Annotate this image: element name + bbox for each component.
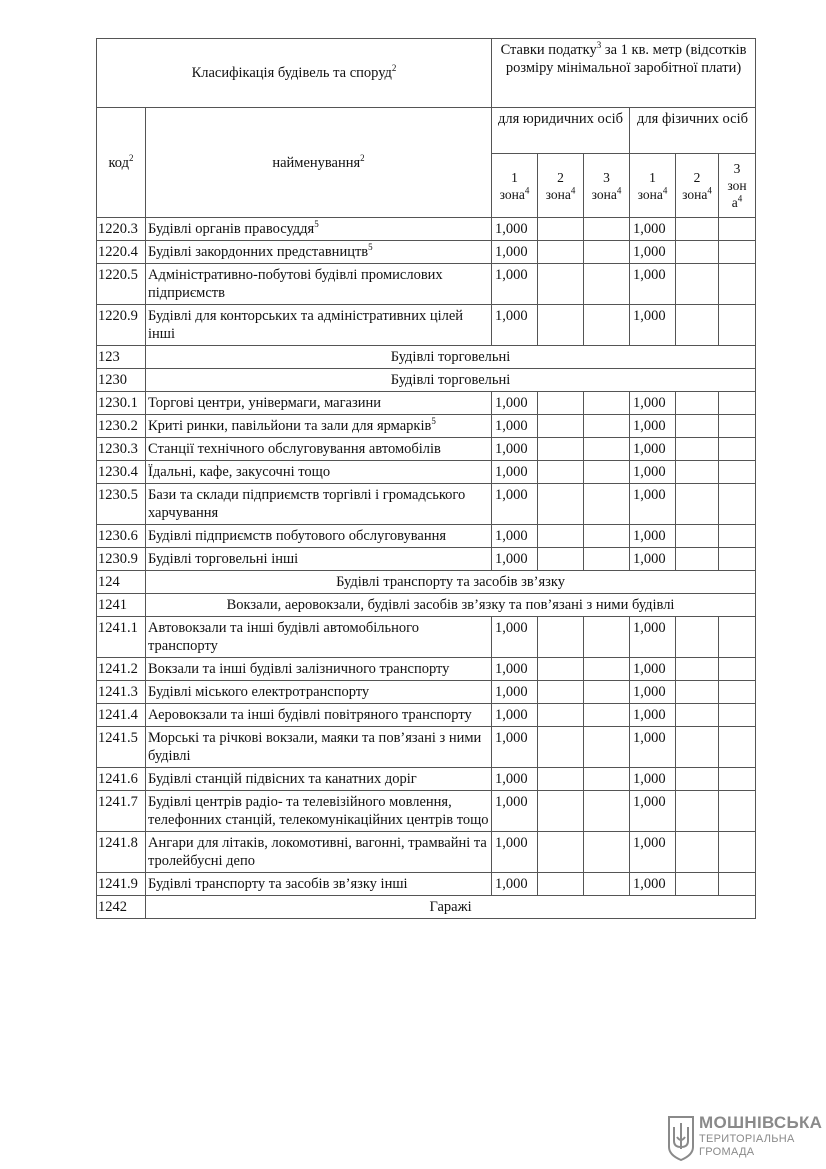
phys-zone3-rate — [719, 461, 756, 484]
row-name: Будівлі транспорту та засобів зв’язку інші — [146, 873, 492, 896]
legal-zone2-rate — [538, 832, 584, 873]
row-name: Торгові центри, універмаги, магазини — [146, 392, 492, 415]
phys-zone3-rate — [719, 241, 756, 264]
zone-header-phys-2: 2 зона$^4$ — [676, 154, 719, 218]
legal-zone1-rate: 1,000 — [492, 768, 538, 791]
phys-zone3-rate — [719, 415, 756, 438]
phys-zone2-rate — [676, 791, 719, 832]
community-logo — [667, 1113, 823, 1163]
legal-zone1-rate: 1,000 — [492, 415, 538, 438]
row-code: 1230.5 — [97, 484, 146, 525]
zone-header-legal-1: 1 зона$^4$ — [492, 154, 538, 218]
phys-zone2-rate — [676, 727, 719, 768]
logo-title: МОШНІВСЬКА — [699, 1113, 823, 1132]
group-row — [97, 369, 756, 392]
legal-zone1-rate: 1,000 — [492, 241, 538, 264]
phys-zone1-rate: 1,000 — [630, 791, 676, 832]
phys-zone3-rate — [719, 832, 756, 873]
phys-zone3-rate — [719, 658, 756, 681]
legal-zone2-rate — [538, 768, 584, 791]
legal-zone3-rate — [584, 305, 630, 346]
legal-zone1-rate: 1,000 — [492, 305, 538, 346]
row-code: 1230.4 — [97, 461, 146, 484]
legal-zone2-rate — [538, 548, 584, 571]
table-row — [97, 768, 756, 791]
phys-zone2-rate — [676, 264, 719, 305]
legal-zone3-rate — [584, 658, 630, 681]
legal-zone1-rate: 1,000 — [492, 548, 538, 571]
legal-zone3-rate — [584, 438, 630, 461]
table-row — [97, 461, 756, 484]
phys-zone1-rate: 1,000 — [630, 832, 676, 873]
legal-zone3-rate — [584, 241, 630, 264]
legal-zone2-rate — [538, 264, 584, 305]
table-row — [97, 704, 756, 727]
trident-emblem-icon — [667, 1115, 695, 1161]
legal-zone3-rate — [584, 548, 630, 571]
row-code: 1230.1 — [97, 392, 146, 415]
phys-zone2-rate — [676, 305, 719, 346]
phys-zone1-rate: 1,000 — [630, 704, 676, 727]
zone-header-phys-3: 3 зон $а^4$ — [719, 154, 756, 218]
legal-zone2-rate — [538, 873, 584, 896]
phys-zone3-rate — [719, 727, 756, 768]
table-row — [97, 241, 756, 264]
phys-zone3-rate — [719, 617, 756, 658]
group-row — [97, 571, 756, 594]
row-code: 1220.4 — [97, 241, 146, 264]
legal-zone2-rate — [538, 704, 584, 727]
row-name: Адміністративно-побутові будівлі промислових підприємств — [146, 264, 492, 305]
row-name: Будівлі підприємств побутового обслуговування — [146, 525, 492, 548]
phys-zone2-rate — [676, 873, 719, 896]
row-name: Будівлі торговельні інші — [146, 548, 492, 571]
table-row — [97, 484, 756, 525]
phys-zone2-rate — [676, 768, 719, 791]
row-name: Бази та склади підприємств торгівлі і громадського харчування — [146, 484, 492, 525]
legal-zone2-rate — [538, 617, 584, 658]
legal-zone3-rate — [584, 873, 630, 896]
legal-zone2-rate — [538, 241, 584, 264]
row-code: 1241.6 — [97, 768, 146, 791]
row-code: 1241.1 — [97, 617, 146, 658]
legal-zone1-rate: 1,000 — [492, 392, 538, 415]
row-code: 1241.2 — [97, 658, 146, 681]
legal-zone2-rate — [538, 218, 584, 241]
table-row — [97, 791, 756, 832]
legal-zone2-rate — [538, 392, 584, 415]
phys-zone3-rate — [719, 264, 756, 305]
name-header: найменування$^2$ — [146, 108, 492, 218]
legal-zone1-rate: 1,000 — [492, 484, 538, 525]
zone-header-legal-3: 3 зона$^4$ — [584, 154, 630, 218]
phys-zone1-rate: 1,000 — [630, 461, 676, 484]
phys-zone3-rate — [719, 484, 756, 525]
phys-zone3-rate — [719, 548, 756, 571]
row-code: 1241.8 — [97, 832, 146, 873]
row-code: 1241.7 — [97, 791, 146, 832]
rates-header: Ставки податку$^3$ за 1 кв. метр (відсотків розміру мінімальної заробітної плати) — [492, 39, 756, 108]
legal-zone1-rate: 1,000 — [492, 791, 538, 832]
legal-zone1-rate: 1,000 — [492, 832, 538, 873]
row-code: 1220.9 — [97, 305, 146, 346]
group-title: Гаражі — [146, 896, 756, 919]
phys-zone1-rate: 1,000 — [630, 658, 676, 681]
legal-zone1-rate: 1,000 — [492, 727, 538, 768]
row-name: Ангари для літаків, локомотивні, вагонні, трамвайні та тролейбусні депо — [146, 832, 492, 873]
tax-rates-table — [96, 38, 756, 919]
table-row — [97, 617, 756, 658]
row-name: Будівлі станцій підвісних та канатних доріг — [146, 768, 492, 791]
row-name: Будівлі центрів радіо- та телевізійного мовлення, телефонних станцій, телекомунікаційних центрів тощо — [146, 791, 492, 832]
zone-header-legal-2: 2 зона$^4$ — [538, 154, 584, 218]
phys-zone3-rate — [719, 704, 756, 727]
row-name: Їдальні, кафе, закусочні тощо — [146, 461, 492, 484]
phys-zone1-rate: 1,000 — [630, 525, 676, 548]
legal-zone2-rate — [538, 791, 584, 832]
row-code: 1241.9 — [97, 873, 146, 896]
phys-zone2-rate — [676, 484, 719, 525]
row-code: 1241 — [97, 594, 146, 617]
phys-zone3-rate — [719, 873, 756, 896]
legal-zone3-rate — [584, 525, 630, 548]
row-code: 1241.4 — [97, 704, 146, 727]
phys-zone3-rate — [719, 681, 756, 704]
legal-zone1-rate: 1,000 — [492, 264, 538, 305]
legal-zone3-rate — [584, 461, 630, 484]
table-row — [97, 548, 756, 571]
zone-header-phys-1: 1 зона$^4$ — [630, 154, 676, 218]
legal-zone2-rate — [538, 438, 584, 461]
phys-zone3-rate — [719, 791, 756, 832]
phys-zone1-rate: 1,000 — [630, 727, 676, 768]
legal-zone1-rate: 1,000 — [492, 873, 538, 896]
phys-zone1-rate: 1,000 — [630, 305, 676, 346]
legal-zone1-rate: 1,000 — [492, 525, 538, 548]
legal-zone3-rate — [584, 727, 630, 768]
legal-zone2-rate — [538, 727, 584, 768]
group-title: Будівлі торговельні — [146, 369, 756, 392]
legal-zone1-rate: 1,000 — [492, 617, 538, 658]
phys-zone2-rate — [676, 681, 719, 704]
phys-zone2-rate — [676, 548, 719, 571]
phys-zone2-rate — [676, 241, 719, 264]
phys-zone1-rate: 1,000 — [630, 392, 676, 415]
phys-zone2-rate — [676, 461, 719, 484]
legal-zone3-rate — [584, 415, 630, 438]
phys-zone1-rate: 1,000 — [630, 617, 676, 658]
table-row — [97, 264, 756, 305]
row-code: 1220.3 — [97, 218, 146, 241]
logo-subtitle-2: ГРОМАДА — [699, 1146, 755, 1158]
phys-zone2-rate — [676, 392, 719, 415]
phys-zone1-rate: 1,000 — [630, 681, 676, 704]
group-row — [97, 896, 756, 919]
legal-zone3-rate — [584, 484, 630, 525]
legal-zone3-rate — [584, 704, 630, 727]
legal-zone3-rate — [584, 392, 630, 415]
row-name: Станції технічного обслуговування автомобілів — [146, 438, 492, 461]
row-code: 1241.3 — [97, 681, 146, 704]
table-row — [97, 727, 756, 768]
table-row — [97, 832, 756, 873]
table-row — [97, 415, 756, 438]
row-name: Криті ринки, павільйони та зали для ярмарків$^5$ — [146, 415, 492, 438]
legal-zone3-rate — [584, 832, 630, 873]
phys-zone3-rate — [719, 525, 756, 548]
individuals-header: для фізичних осіб — [630, 108, 756, 154]
row-name: Вокзали та інші будівлі залізничного транспорту — [146, 658, 492, 681]
phys-zone3-rate — [719, 392, 756, 415]
table-row — [97, 305, 756, 346]
phys-zone1-rate: 1,000 — [630, 873, 676, 896]
legal-zone1-rate: 1,000 — [492, 461, 538, 484]
logo-text — [699, 1113, 822, 1159]
row-name: Будівлі міського електротранспорту — [146, 681, 492, 704]
row-code: 1242 — [97, 896, 146, 919]
legal-zone1-rate: 1,000 — [492, 681, 538, 704]
legal-zone2-rate — [538, 525, 584, 548]
legal-zone3-rate — [584, 791, 630, 832]
phys-zone2-rate — [676, 415, 719, 438]
row-name: Будівлі органів правосуддя$^5$ — [146, 218, 492, 241]
group-row — [97, 594, 756, 617]
table-row — [97, 218, 756, 241]
phys-zone3-rate — [719, 218, 756, 241]
row-code: 1230.9 — [97, 548, 146, 571]
phys-zone3-rate — [719, 305, 756, 346]
legal-zone1-rate: 1,000 — [492, 704, 538, 727]
row-name: Аеровокзали та інші будівлі повітряного транспорту — [146, 704, 492, 727]
row-code: 1220.5 — [97, 264, 146, 305]
phys-zone2-rate — [676, 832, 719, 873]
phys-zone2-rate — [676, 617, 719, 658]
table-row — [97, 658, 756, 681]
phys-zone3-rate — [719, 768, 756, 791]
legal-zone1-rate: 1,000 — [492, 218, 538, 241]
group-row — [97, 346, 756, 369]
row-name: Будівлі для конторських та адміністративних цілей інші — [146, 305, 492, 346]
legal-zone3-rate — [584, 768, 630, 791]
phys-zone2-rate — [676, 525, 719, 548]
legal-zone2-rate — [538, 305, 584, 346]
legal-zone1-rate: 1,000 — [492, 658, 538, 681]
phys-zone2-rate — [676, 704, 719, 727]
row-name: Будівлі закордонних представництв$^5$ — [146, 241, 492, 264]
legal-zone2-rate — [538, 484, 584, 525]
table-row — [97, 873, 756, 896]
legal-zone2-rate — [538, 415, 584, 438]
table-row — [97, 681, 756, 704]
group-title: Вокзали, аеровокзали, будівлі засобів зв’язку та пов’язані з ними будівлі — [146, 594, 756, 617]
phys-zone3-rate — [719, 438, 756, 461]
phys-zone2-rate — [676, 658, 719, 681]
group-title: Будівлі транспорту та засобів зв’язку — [146, 571, 756, 594]
row-code: 1241.5 — [97, 727, 146, 768]
row-code: 1230.6 — [97, 525, 146, 548]
row-name: Автовокзали та інші будівлі автомобільного транспорту — [146, 617, 492, 658]
row-code: 123 — [97, 346, 146, 369]
row-code: 1230.2 — [97, 415, 146, 438]
phys-zone1-rate: 1,000 — [630, 768, 676, 791]
code-header: код$^2$ — [97, 108, 146, 218]
phys-zone1-rate: 1,000 — [630, 548, 676, 571]
row-code: 1230.3 — [97, 438, 146, 461]
phys-zone1-rate: 1,000 — [630, 484, 676, 525]
row-code: 1230 — [97, 369, 146, 392]
row-name: Морські та річкові вокзали, маяки та пов’язані з ними будівлі — [146, 727, 492, 768]
classification-header: Класифікація будівель та споруд$^2$ — [97, 39, 492, 108]
legal-zone1-rate: 1,000 — [492, 438, 538, 461]
group-title: Будівлі торговельні — [146, 346, 756, 369]
phys-zone2-rate — [676, 218, 719, 241]
logo-subtitle-1: ТЕРИТОРІАЛЬНА — [699, 1133, 795, 1145]
table-row — [97, 392, 756, 415]
legal-zone3-rate — [584, 218, 630, 241]
table-row — [97, 525, 756, 548]
legal-zone2-rate — [538, 681, 584, 704]
legal-zone3-rate — [584, 681, 630, 704]
phys-zone1-rate: 1,000 — [630, 415, 676, 438]
phys-zone1-rate: 1,000 — [630, 264, 676, 305]
row-code: 124 — [97, 571, 146, 594]
phys-zone2-rate — [676, 438, 719, 461]
legal-zone3-rate — [584, 264, 630, 305]
legal-entities-header: для юридичних осіб — [492, 108, 630, 154]
phys-zone1-rate: 1,000 — [630, 241, 676, 264]
table-row — [97, 438, 756, 461]
legal-zone2-rate — [538, 461, 584, 484]
legal-zone3-rate — [584, 617, 630, 658]
legal-zone2-rate — [538, 658, 584, 681]
phys-zone1-rate: 1,000 — [630, 438, 676, 461]
phys-zone1-rate: 1,000 — [630, 218, 676, 241]
